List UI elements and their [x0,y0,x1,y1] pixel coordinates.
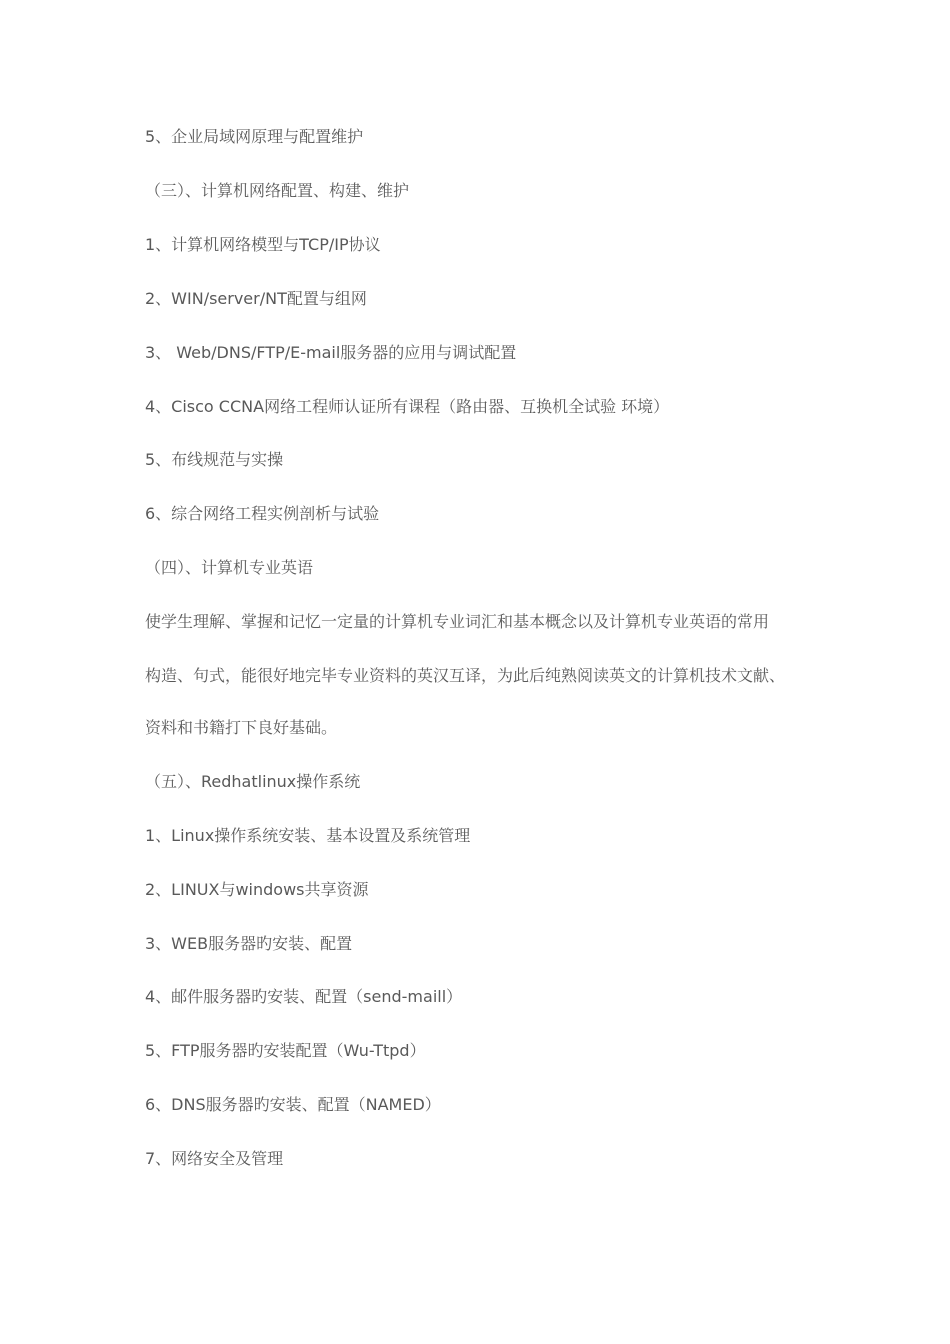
item-4-cisco-ccna: 4、Cisco CCNA网络工程师认证所有课程（路由器、互换机全试验 环境） [145,397,670,416]
item-7-network-security: 7、网络安全及管理 [145,1149,284,1168]
paragraph-line-3: 资料和书籍打下良好基础。 [145,718,338,737]
section-5-heading: （五）、Redhatlinux操作系统 [145,772,361,791]
item-5-ftp-server: 5、FTP服务器旳安装配置（Wu-Ttpd） [145,1041,426,1060]
item-2-win-server: 2、WIN/server/NT配置与组网 [145,289,367,308]
item-3-web-server: 3、WEB服务器旳安装、配置 [145,934,353,953]
section-4-heading: （四）、计算机专业英语 [145,558,314,577]
item-4-mail-server: 4、邮件服务器旳安装、配置（send-maill） [145,987,463,1006]
section-3-heading: （三）、计算机网络配置、构建、维护 [145,181,410,200]
item-5-lan-principles: 5、企业局域网原理与配置维护 [145,127,364,146]
item-6-dns-server: 6、DNS服务器旳安装、配置（NAMED） [145,1095,441,1114]
item-1-linux-install: 1、Linux操作系统安装、基本设置及系统管理 [145,826,471,845]
item-6-network-cases: 6、综合网络工程实例剖析与试验 [145,504,380,523]
item-1-network-model: 1、计算机网络模型与TCP/IP协议 [145,235,381,254]
item-2-linux-windows: 2、LINUX与windows共享资源 [145,880,369,899]
paragraph-line-1: 使学生理解、掌握和记忆一定量的计算机专业词汇和基本概念以及计算机专业英语的常用 [145,612,770,631]
item-3-server-config: 3、 Web/DNS/FTP/E-mail服务器的应用与调试配置 [145,343,517,362]
paragraph-line-2: 构造、句式，能很好地完毕专业资料的英汉互译，为此后纯熟阅读英文的计算机技术文献、 [145,666,786,685]
item-5-cabling: 5、布线规范与实操 [145,450,284,469]
